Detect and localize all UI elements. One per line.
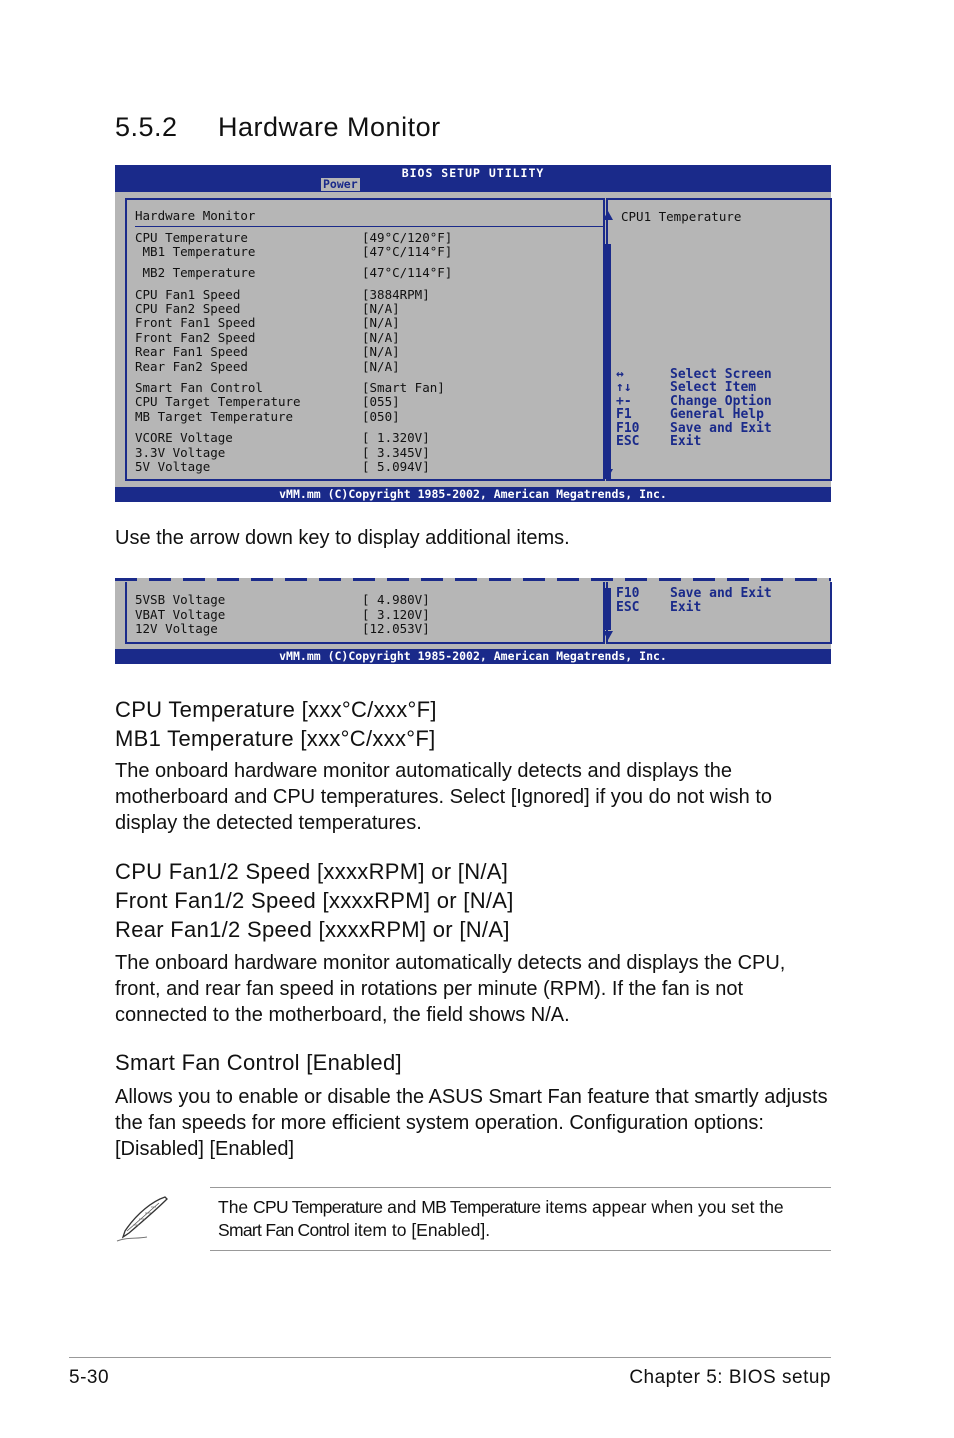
note-pen-icon: [113, 1195, 171, 1243]
heading-rear-fan-speed: Rear Fan1/2 Speed [xxxxRPM] or [N/A]: [115, 917, 510, 942]
note-term-smart-fan-control: Smart Fan Control: [218, 1220, 350, 1240]
tab-power[interactable]: Power: [323, 177, 358, 191]
key-up-down-arrows-icon: ↑↓: [616, 380, 632, 395]
bios-value-cpu-target-temperature: [055]: [362, 394, 400, 409]
bios-value-vcore-voltage: [ 1.320V]: [362, 430, 430, 445]
key-esc: ESC: [616, 600, 640, 615]
section-title: [115, 112, 441, 143]
bios-item-rear-fan1-speed[interactable]: Rear Fan1 Speed: [135, 344, 248, 359]
key-desc-change-option: Change Option: [670, 394, 772, 409]
footer-rule: [69, 1357, 831, 1358]
bios-screen: [115, 165, 831, 502]
key-f10: F10: [616, 586, 640, 601]
key-desc-exit: Exit: [670, 600, 702, 615]
note-bottom-rule: [210, 1250, 831, 1251]
screenshot-caption: Use the arrow down key to display additional items.: [115, 527, 570, 549]
bios-item-front-fan1-speed[interactable]: Front Fan1 Speed: [135, 315, 256, 330]
key-desc-select-item: Select Item: [670, 380, 757, 395]
bios-title-bar: [115, 165, 831, 192]
bios-value-3v3-voltage: [ 3.345V]: [362, 445, 430, 460]
bios-title: BIOS SETUP UTILITY: [401, 166, 545, 180]
bios-item-5vsb-voltage[interactable]: 5VSB Voltage: [135, 592, 226, 607]
bios-item-cpu-fan2-speed[interactable]: CPU Fan2 Speed: [135, 301, 241, 316]
heading-cpu-fan-speed: CPU Fan1/2 Speed [xxxxRPM] or [N/A]: [115, 859, 509, 884]
bios-item-cpu-fan1-speed[interactable]: CPU Fan1 Speed: [135, 287, 241, 302]
bios-value-rear-fan1-speed: [N/A]: [362, 344, 400, 359]
bios-value-mb-target-temperature: [050]: [362, 409, 400, 424]
bios-screen-continued: [115, 578, 831, 664]
heading-cpu-temperature: CPU Temperature [xxx°C/xxx°F]: [115, 697, 437, 722]
bios-value-front-fan1-speed: [N/A]: [362, 315, 400, 330]
truncation-dashes: [115, 578, 831, 581]
key-f10: F10: [616, 421, 640, 436]
heading-smart-fan-control: Smart Fan Control [Enabled]: [115, 1050, 402, 1075]
help-title: CPU1 Temperature: [621, 209, 742, 224]
note-term-mb-temperature: MB Temperature: [421, 1197, 541, 1217]
bios-item-cpu-target-temperature[interactable]: CPU Target Temperature: [135, 394, 301, 409]
bios-value-5v-voltage: [ 5.094V]: [362, 459, 430, 474]
bios-item-front-fan2-speed[interactable]: Front Fan2 Speed: [135, 330, 256, 345]
key-f1: F1: [616, 407, 632, 422]
section-title-text: Hardware Monitor: [218, 112, 441, 142]
bios-panel-heading: Hardware Monitor: [135, 208, 256, 223]
bios-value-cpu-temperature: [49°C/120°F]: [362, 230, 453, 245]
bios-value-5vsb-voltage: [ 4.980V]: [362, 592, 430, 607]
bios-item-mb1-temperature[interactable]: MB1 Temperature: [135, 244, 256, 259]
key-desc-general-help: General Help: [670, 407, 764, 422]
bios-value-cpu-fan1-speed: [3884RPM]: [362, 287, 430, 302]
bios-value-rear-fan2-speed: [N/A]: [362, 359, 400, 374]
key-left-right-arrows-icon: ↔: [616, 367, 624, 382]
bios-help-panel-continued: [606, 582, 832, 644]
key-desc-save-and-exit: Save and Exit: [670, 586, 772, 601]
bios-item-mb2-temperature[interactable]: MB2 Temperature: [135, 265, 256, 280]
bios-help-panel: [606, 198, 832, 481]
key-desc-exit: Exit: [670, 434, 702, 449]
bios-value-vbat-voltage: [ 3.120V]: [362, 607, 430, 622]
bios-value-front-fan2-speed: [N/A]: [362, 330, 400, 345]
bios-heading-divider: [135, 226, 603, 227]
note-term-cpu-temperature: CPU Temperature: [253, 1197, 383, 1217]
section-number: 5.5.2: [115, 112, 178, 142]
bios-item-12v-voltage[interactable]: 12V Voltage: [135, 621, 218, 636]
bios-value-smart-fan-control: [Smart Fan]: [362, 380, 445, 395]
bios-value-mb1-temperature: [47°C/114°F]: [362, 244, 453, 259]
page-number: 5-30: [69, 1367, 110, 1388]
bios-item-rear-fan2-speed[interactable]: Rear Fan2 Speed: [135, 359, 248, 374]
key-desc-save-and-exit: Save and Exit: [670, 421, 772, 436]
bios-copyright-bar: vMM.mm (C)Copyright 1985-2002, American Megatrends, Inc.: [115, 487, 831, 502]
key-desc-select-screen: Select Screen: [670, 367, 772, 382]
heading-front-fan-speed: Front Fan1/2 Speed [xxxxRPM] or [N/A]: [115, 888, 514, 913]
bios-copyright-bar: vMM.mm (C)Copyright 1985-2002, American Megatrends, Inc.: [115, 649, 831, 664]
bios-value-mb2-temperature: [47°C/114°F]: [362, 265, 453, 280]
bios-item-vcore-voltage[interactable]: VCORE Voltage: [135, 430, 233, 445]
bios-settings-panel-continued: [125, 582, 605, 644]
heading-mb1-temperature: MB1 Temperature [xxx°C/xxx°F]: [115, 726, 436, 751]
note-text: The CPU Temperature and MB Temperature items appear when you set the Smart Fan Control item to [Enabled].: [218, 1197, 784, 1240]
key-esc: ESC: [616, 434, 640, 449]
bios-item-mb-target-temperature[interactable]: MB Target Temperature: [135, 409, 294, 424]
bios-value-cpu-fan2-speed: [N/A]: [362, 301, 400, 316]
bios-settings-panel: [125, 198, 605, 481]
bios-item-vbat-voltage[interactable]: VBAT Voltage: [135, 607, 226, 622]
bios-item-3v3-voltage[interactable]: 3.3V Voltage: [135, 445, 226, 460]
bios-item-cpu-temperature[interactable]: CPU Temperature: [135, 230, 248, 245]
bios-item-5v-voltage[interactable]: 5V Voltage: [135, 459, 211, 474]
paragraph-fan-speed: The onboard hardware monitor automatically detects and displays the CPU, front, and rear fan speed in rotations per minute (RPM). If the fan is not connected to the motherboard, the field shows N/A.: [115, 952, 786, 1026]
bios-value-12v-voltage: [12.053V]: [362, 621, 430, 636]
paragraph-smart-fan-control: Allows you to enable or disable the ASUS Smart Fan feature that smartly adjusts the fan speeds for more efficient system operation. Configuration options: [Disabled] [Enabled]: [115, 1086, 828, 1160]
bios-item-smart-fan-control[interactable]: Smart Fan Control: [135, 380, 263, 395]
key-plus-minus: +-: [616, 394, 632, 409]
paragraph-temperature: The onboard hardware monitor automatically detects and displays the motherboard and CPU temperatures. Select [Ignored] if you do not wish to display the detected temperatures.: [115, 760, 773, 834]
chapter-label: Chapter 5: BIOS setup: [629, 1367, 831, 1388]
note-top-rule: [210, 1187, 831, 1188]
